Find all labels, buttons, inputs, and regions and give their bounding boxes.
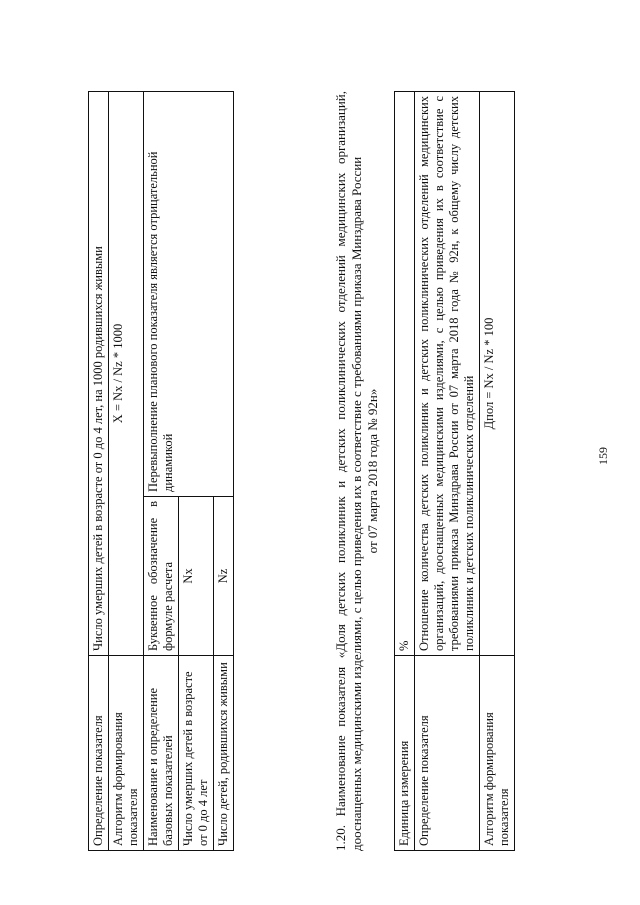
table-row bbox=[415, 92, 480, 851]
unit-label: Единица измерения bbox=[395, 656, 415, 851]
table-row bbox=[395, 92, 415, 851]
unit-value: % bbox=[395, 92, 415, 656]
indicator-table-2 bbox=[394, 91, 515, 851]
base-indicator-symbol: Nx bbox=[179, 497, 214, 656]
table-row bbox=[480, 92, 515, 851]
algorithm-label: Алгоритм формирования показателя bbox=[109, 656, 144, 851]
section-heading-last-line: от 07 марта 2018 года № 92н» bbox=[365, 388, 380, 554]
base-indicator-name: Число умерших детей в возрасте от 0 до 4 лет bbox=[179, 656, 214, 851]
base-indicators-label: Наименование и определение базовых показателей bbox=[144, 656, 179, 851]
algorithm-formula: X = Nx / Nz * 1000 bbox=[109, 92, 144, 656]
section-heading bbox=[333, 91, 381, 851]
algorithm-label: Алгоритм формирования показателя bbox=[480, 656, 515, 851]
section-heading-text: 1.20. Наименование показателя «Доля детских поликлиник и детских поликлинических отделений медицинских организаций, дооснащенных медицинскими изделиями, с целью приведения их в соответствие с требованиями приказа Минздрава России bbox=[333, 91, 364, 851]
base-indicator-symbol: Nz bbox=[214, 497, 234, 656]
definition-value: Отношение количества детских поликлиник и детских поликлинических отделений медицинских организаций, дооснащенных медицинскими изделиями, с целью приведения их в соответствие с требованиями приказа Минздрава России от 07 марта 2018 года № 92н, к общему числу детских поликлиник и детских поликлинических отделений bbox=[415, 92, 480, 656]
note-cell: Перевыполнение планового показателя является отрицательной динамикой bbox=[144, 92, 234, 497]
algorithm-formula: Дпол = Nx / Nz * 100 bbox=[480, 92, 515, 656]
table-row bbox=[144, 92, 179, 851]
indicator-table-1 bbox=[88, 91, 234, 851]
definition-label: Определение показателя bbox=[415, 656, 480, 851]
table-row bbox=[89, 92, 109, 851]
definition-label: Определение показателя bbox=[89, 656, 109, 851]
letter-designation-header: Буквенное обозначение в формуле расчета bbox=[144, 497, 179, 656]
definition-value: Число умерших детей в возрасте от 0 до 4 лет, на 1000 родившихся живыми bbox=[89, 92, 109, 656]
base-indicator-name: Число детей, родившихся живыми bbox=[214, 656, 234, 851]
page-number: 159 bbox=[596, 447, 610, 465]
table-row bbox=[109, 92, 144, 851]
